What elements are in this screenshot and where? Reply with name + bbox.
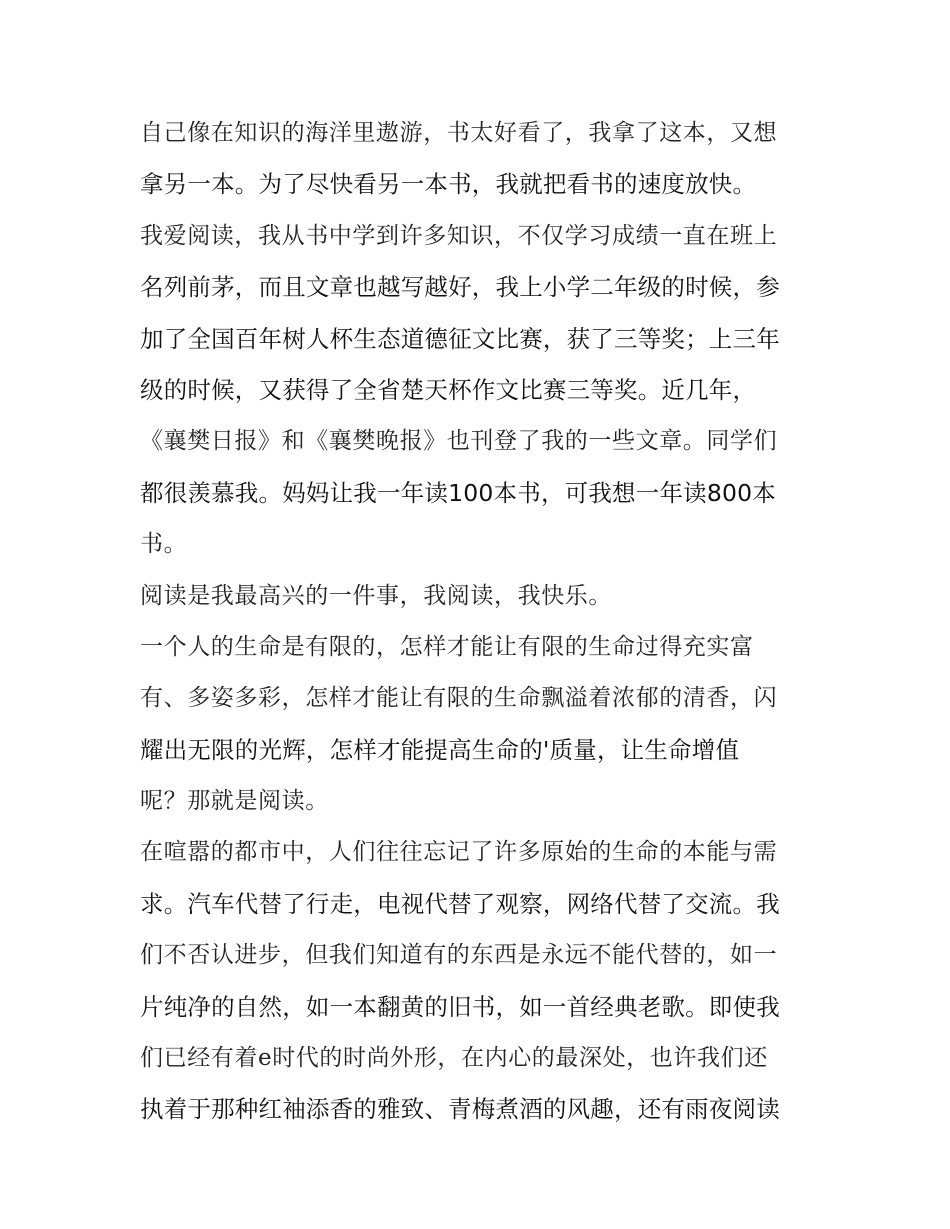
text-line: 求。汽车代替了行走，电视代替了观察，网络代替了交流。我	[140, 889, 780, 918]
text-line: 有、多姿多彩，怎样才能让有限的生命飘溢着浓郁的清香，闪	[140, 685, 778, 712]
text-line: 名列前茅，而且文章也越写越好，我上小学二年级的时候，参	[140, 273, 780, 302]
text-line: 级的时候，又获得了全省楚天杯作文比赛三等奖。近几年，	[140, 375, 757, 404]
text-line: 加了全国百年树人杯生态道德征文比赛，获了三等奖；上三年	[140, 324, 780, 353]
text-line: 都很羡慕我。妈妈让我一年读100本书，可我想一年读800本	[140, 478, 777, 507]
text-line: 呢？那就是阅读。	[140, 788, 329, 815]
text-line: 我爱阅读，我从书中学到许多知识，不仅学习成绩一直在班上	[140, 222, 778, 249]
text-line: 在喧嚣的都市中，人们往往忘记了许多原始的生命的本能与需	[140, 839, 778, 866]
text-line: 片纯净的自然，如一本翻黄的旧书，如一首经典老歌。即使我	[140, 992, 780, 1021]
text-line: 拿另一本。为了尽快看另一本书，我就把看书的速度放快。	[140, 170, 757, 199]
document-body	[140, 108, 820, 1136]
text-line: 书。	[140, 531, 188, 558]
text-line: 《襄樊日报》和《襄樊晚报》也刊登了我的一些文章。同学们	[140, 428, 778, 455]
text-line: 阅读是我最高兴的一件事，我阅读，我快乐。	[140, 582, 612, 609]
text-line: 们不否认进步，但我们知道有的东西是永远不能代替的，如一	[140, 942, 778, 969]
text-line: 一个人的生命是有限的，怎样才能让有限的生命过得充实富	[140, 633, 754, 660]
text-line: 耀出无限的光辉，怎样才能提高生命的'质量，让生命增值	[140, 735, 740, 764]
text-line: 自己像在知识的海洋里遨游，书太好看了，我拿了这本，又想	[140, 120, 778, 146]
text-line: 执着于那种红袖添香的雅致、青梅煮酒的风趣，还有雨夜阅读	[140, 1095, 780, 1124]
text-line: 们已经有着e时代的时尚外形，在内心的最深处，也许我们还	[140, 1045, 768, 1072]
